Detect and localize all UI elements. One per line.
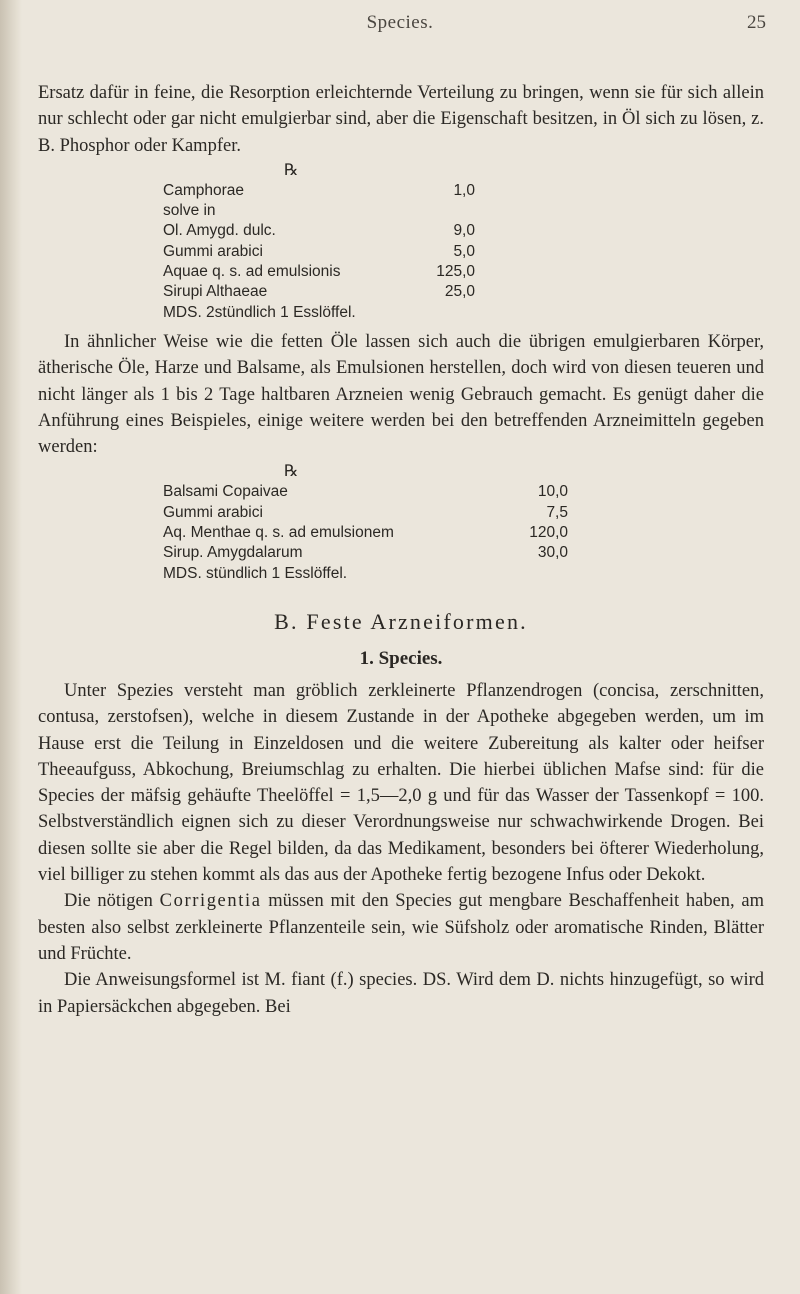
paragraph-emulsion-intro: Ersatz dafür in feine, die Resorption erleichternde Verteilung zu bringen, wenn sie für sich allein nur schlecht oder gar nicht emulgierbar sind, aber die Eigenschaft besitzen, in Öl sich zu lösen, z. B. Phosphor oder Kampfer. — [38, 83, 764, 156]
prescription-line — [163, 303, 475, 323]
page-edge-shadow — [0, 0, 22, 1294]
prescription-line — [163, 564, 568, 584]
paragraph-formula: Die Anweisungsformel ist M. fiant (f.) species. DS. Wird dem D. nichts hinzugefügt, so wird in Papiersäckchen abgegeben. Bei — [38, 970, 764, 1017]
prescription-line — [163, 482, 568, 502]
ingredient-amount: 10,0 — [537, 483, 568, 501]
ingredient-amount: 1,0 — [453, 181, 475, 199]
text-run: Die nötigen — [64, 891, 160, 912]
paragraph-other-emulsions: In ähnlicher Weise wie die fetten Öle lassen sich auch die übrigen emulgierbaren Körper, ätherische Öle, Harze und Balsame, als Emulsionen herstellen, doch wird von diesen teueren und nicht länger als 1 bis 2 Tage haltbaren Arzneien wenig Gebrauch gemacht. Es genügt daher die Anführung eines Beispieles, einige weitere werden bei den betreffenden Arzneimitteln gegeben werden: — [38, 331, 764, 458]
ingredient-name: Gummi arabici — [163, 242, 263, 260]
ingredient-amount: 7,5 — [546, 503, 568, 521]
ingredient-amount: 120,0 — [529, 524, 568, 542]
dosage-instruction: MDS. 2stündlich 1 Esslöffel. — [163, 303, 356, 321]
page-body — [38, 80, 764, 1020]
running-head: Species. — [366, 12, 434, 33]
ingredient-amount: 9,0 — [453, 222, 475, 240]
ingredient-name: Gummi arabici — [163, 503, 263, 521]
page-number: 25 — [747, 12, 766, 33]
page-header — [0, 12, 800, 38]
section-heading: B. Feste Arzneiformen. — [274, 608, 528, 634]
dosage-instruction: MDS. stündlich 1 Esslöffel. — [163, 564, 348, 582]
ingredient-name: Aq. Menthae q. s. ad emulsionem — [163, 524, 394, 542]
ingredient-name: Balsami Copaivae — [163, 483, 288, 501]
prescription-line — [163, 181, 475, 201]
ingredient-amount: 25,0 — [444, 283, 475, 301]
ingredient-name: Aquae q. s. ad emulsionis — [163, 263, 341, 281]
ingredient-name: Camphorae — [163, 181, 244, 199]
ingredient-amount: 125,0 — [436, 263, 475, 281]
prescription-line — [163, 503, 568, 523]
recipe-symbol: ℞ — [284, 463, 299, 481]
ingredient-name: solve in — [163, 202, 216, 220]
prescription-line — [163, 543, 568, 563]
paragraph-corrigentia — [38, 888, 764, 967]
prescription-line — [163, 242, 475, 262]
prescription-line — [163, 221, 475, 241]
prescription-line — [163, 523, 568, 543]
prescription-camphor — [163, 181, 475, 323]
prescription-line — [163, 262, 475, 282]
ingredient-name: Ol. Amygd. dulc. — [163, 222, 276, 240]
ingredient-amount: 5,0 — [453, 242, 475, 260]
paragraph-species-definition: Unter Spezies versteht man gröblich zerkleinerte Pflanzendrogen (concisa, zerschnitten, contusa, zerstofsen), welche in diesem Zustande in der Apotheke abgegeben werden, um im Hause erst die Teilung in Einzeldosen und die weitere Zubereitung als kalter oder heifser Theeaufguss, Abkochung, Breiumschlag zu erhalten. Die hierbei üblichen Mafse sind: für die Species der mäfsig gehäufte Theelöffel = 1,5—2,0 g und für das Wasser der Tassenkopf = 100. Selbstverständlich eignen sich zu dieser Verordnungsweise nur schwachwirkende Drogen. Bei diesen sollte sie aber die Regel bilden, da das Medikament, besonders bei öfterer Wiederholung, viel billiger zu stehen kommt als das aus der Apotheke fertig bezogene Infus oder Dekokt. — [38, 680, 764, 886]
text-run: müssen mit den Species gut mengbare Beschaffenheit haben, am besten also selbst zerkleinerte Pflanzenteile sein, wie Süfsholz oder aromatische Rinden, Blätter und Früchte. — [38, 891, 764, 964]
ingredient-name: Sirupi Althaeae — [163, 283, 268, 301]
ingredient-amount: 30,0 — [537, 544, 568, 562]
spaced-term: Corrigentia — [159, 891, 262, 912]
ingredient-name: Sirup. Amygdalarum — [163, 544, 303, 562]
prescription-copaiva — [163, 482, 568, 583]
recipe-symbol: ℞ — [284, 161, 299, 179]
prescription-line — [163, 201, 475, 221]
prescription-line — [163, 282, 475, 302]
subsection-heading: 1. Species. — [359, 647, 443, 669]
